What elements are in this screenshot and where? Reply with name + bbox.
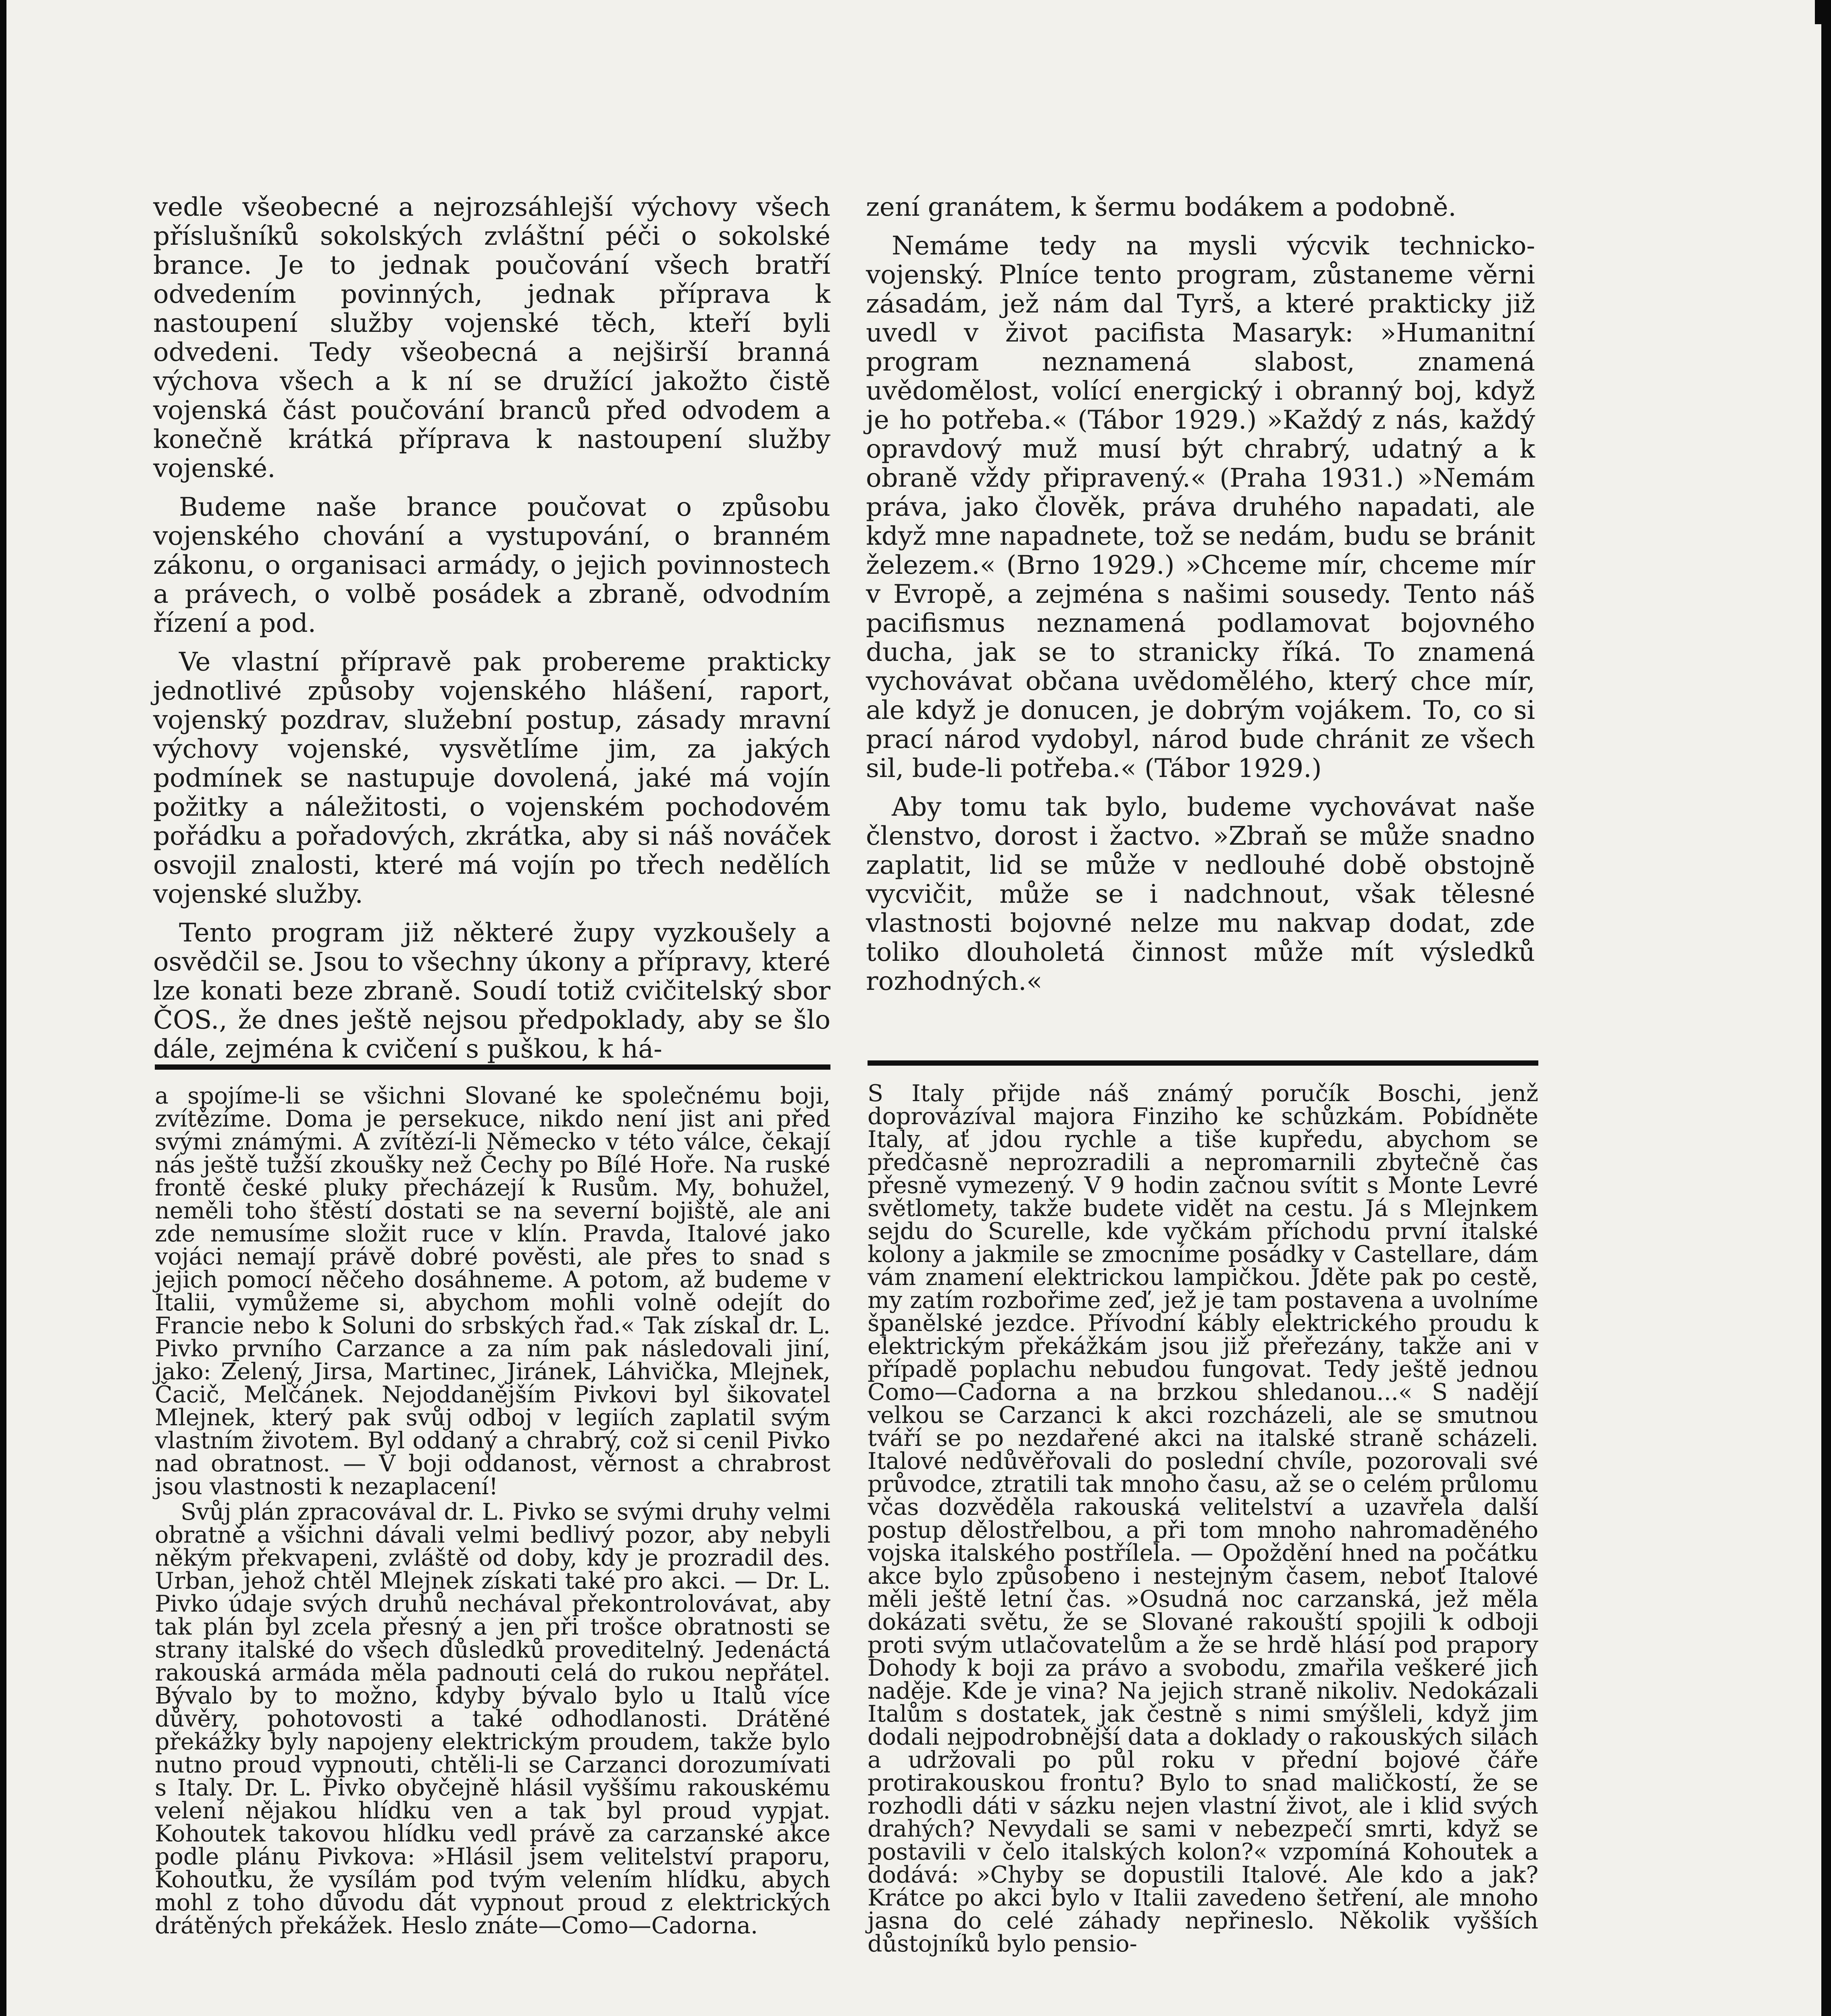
- paragraph: a spojíme-li se všichni Slované ke společnému boji, zvítězíme. Doma je persekuce, nikdo není jist ani před svými známými. A zvítězí-li Německo v této válce, čekají nás ještě tužší zkoušky než Čechy po Bílé Hoře. Na ruské frontě české pluky přecházejí k Rusům. My, bohužel, neměli toho štěstí dostati se na severní bojiště, ale ani zde nemusíme složit ruce v klín. Pravda, Italové jako vojáci nemají právě dobré pověsti, ale přes to snad s jejich pomocí něčeho dosáhneme. A potom, až budeme v Italii, vymůžeme si, abychom mohli volně odejít do Francie nebo k Soluni do srbských řad.« Tak získal dr. L. Pivko prvního Carzance a za ním pak následovali jiní, jako: Zelený, Jirsa, Martinec, Jiránek, Láhvička, Mlejnek, Čacič, Melčánek. Nejoddanějším Pivkovi byl šikovatel Mlejnek, který pak svůj odboj v legiích zaplatil svým vlastním životem. Byl oddaný a chrabrý, což si cenil Pivko nad obratnost. — V boji oddanost, věrnost a chrabrost jsou vlastnosti k nezaplacení!: [155, 1083, 830, 1500]
- paragraph: Nemáme tedy na mysli výcvik technicko-vojenský. Plníce tento program, zůstaneme věrni zásadám, jež nám dal Tyrš, a které prakticky již uvedl v život pacifista Masaryk: »Humanitní program neznamená slabost, znamená uvědomělost, volící energický i obranný boj, když je ho potřeba.« (Tábor 1929.) »Každý z nás, každý opravdový muž musí být chrabrý, udatný a k obraně vždy připravený.« (Praha 1931.) »Nemám práva, jako člověk, práva druhého napadati, ale když mne napadnete, tož se nedám, budu se bránit železem.« (Brno 1929.) »Chceme mír, chceme mír v Evropě, a zejména s našimi sousedy. Tento náš pacifismus neznamená podlamovat bojovného ducha, jak se to stranicky říká. To znamená vychovávat občana uvědomělého, který chce mír, ale když je donucen, je dobrým vojákem. To, co si prací národ vydobyl, národ bude chránit ze všech sil, bude-li potřeba.« (Tábor 1929.): [866, 231, 1535, 783]
- paragraph: Budeme naše brance poučovat o způsobu vojenského chování a vystupování, o branném zákonu, o organisaci armády, o jejich povinnostech a právech, o volbě posádek a zbraně, odvodním řízení a pod.: [153, 492, 830, 638]
- section-rule-left: [155, 1064, 830, 1070]
- paragraph: S Italy přijde náš známý poručík Boschi, jenž doprovázíval majora Finziho ke schůzkám. Pobídněte Italy, ať jdou rychle a tiše kupředu, abychom se předčasně neprozradili a nepromarnili zbytečně čas přesně vymezený. V 9 hodin začnou svítit s Monte Levré světlomety, takže budete vidět na cestu. Já s Mlejnkem sejdu do Scurelle, kde vyčkám příchodu první italské kolony a jakmile se zmocníme posádky v Castellare, dám vám znamení elektrickou lampičkou. Jděte pak po cestě, my zatím rozbořime zeď, jež je tam postavena a uvolníme španělské jezdce. Přívodní kábly elektrického proudu k elektrickým překážkám jsou již přeřezány, takže ani v případě poplachu nebudou fungovat. Tedy ještě jednou Como—Cadorna a na brzkou shledanou...« S nadějí velkou se Carzanci k akci rozcházeli, ale se smutnou tváří se po nezdařené akci na italské straně scházeli. Italové nedůvěřovali do poslední chvíle, pozorovali své průvodce, ztratili tak mnoho času, až se o celém průlomu včas dozvěděla rakouská velitelství a uzavřela další postup dělostřelbou, a při tom mnoho nahromaděného vojska italského postřílela. — Opoždění hned na počátku akce bylo způsobeno i nestejným časem, neboť Italové měli ještě letní čas. »Osudná noc carzanská, jež měla dokázati světu, že se Slované rakouští spojili k odboji proti svým utlačovatelům a že se hrdě hlásí pod prapory Dohody k boji za právo a svobodu, zmařila veškeré jich naděje. Kde je vina? Na jejich straně nikoliv. Nedokázali Italům s dostatek, jak čestně s nimi smýšleli, když jim dodali nejpodrobnější data a doklady o rakouských silách a udržovali po půl roku v přední bojové čáře protirakouskou frontu? Bylo to snad maličkostí, že se rozhodli dáti v sázku nejen vlastní život, ale i klid svých drahých? Nevydali se sami v nebezpečí smrti, když se postavili v čelo italských kolon?« vzpomíná Kohoutek a dodává: »Chyby se dopustili Italové. Ale kdo a jak? Krátce po akci bylo v Italii zavedeno šetření, ale mnoho jasna do celé záhady nepřineslo. Několik vyšších důstojníků bylo pensio-: [868, 1080, 1538, 1957]
- lower-left-column: [155, 1085, 830, 2016]
- paragraph: zení granátem, k šermu bodákem a podobně.: [866, 192, 1456, 222]
- lower-right-column: [868, 1082, 1538, 2016]
- paragraph: Aby tomu tak bylo, budeme vychovávat naše členstvo, dorost i žactvo. »Zbraň se může snadno zaplatit, lid se může v nedlouhé době obstojně vycvičit, může se i nadchnout, však tělesné vlastnosti bojovné nelze mu nakvap dodat, zde toliko dlouholetá činnost může mít výsledků rozhodných.«: [866, 792, 1535, 996]
- scan-edge-corner: [1815, 0, 1831, 24]
- section-rule-right: [868, 1060, 1538, 1066]
- paragraph: Tento program již některé župy vyzkoušely a osvědčil se. Jsou to všechny úkony a přípravy, které lze konati beze zbraně. Soudí totiž cvičitelský sbor ČOS., že dnes ještě nejsou předpoklady, aby se šlo dále, zejména k cvičení s puškou, k há-: [153, 918, 830, 1064]
- upper-right-column: [866, 193, 1535, 1048]
- paragraph: vedle všeobecné a nejrozsáhlejší výchovy všech příslušníků sokolských zvláštní péči o sokolské brance. Je to jednak poučování všech bratří odvedením povinných, jednak příprava k nastoupení služby vojenské těch, kteří byli odvedeni. Tedy všeobecná a nejširší branná výchova všech a k ní se družící jakožto čistě vojenská část poučování branců před odvodem a konečně krátká příprava k nastoupení služby vojenské.: [153, 192, 830, 483]
- scan-edge-right: [1821, 0, 1831, 2016]
- paragraph: Svůj plán zpracovával dr. L. Pivko se svými druhy velmi obratně a všichni dávali velmi bedlivý pozor, aby nebyli někým překvapeni, zvláště od doby, kdy je prozradil des. Urban, jehož chtěl Mlejnek získati také pro akci. — Dr. L. Pivko údaje svých druhů nechával překontrolovávat, aby tak plán byl zcela přesný a jen při trošce obratnosti se strany italské do všech důsledků proveditelný. Jedenáctá rakouská armáda měla padnouti celá do rukou nepřátel. Bývalo by to možno, kdyby bývalo bylo u Italů více důvěry, pohotovosti a také odhodlanosti. Drátěné překážky byly napojeny elektrickým proudem, takže bylo nutno proud vypnouti, chtěli-li se Carzanci dorozumívati s Italy. Dr. L. Pivko obyčejně hlásil vyššímu rakouskému velení nějakou hlídku ven a tak byl proud vypjat. Kohoutek takovou hlídku vedl právě za carzanské akce podle plánu Pivkova: »Hlásil jsem velitelství praporu, Kohoutku, že vysílám pod tvým velením hlídku, abych mohl z toho důvodu dát vypnout proud z elektrických drátěných překážek. Heslo znáte—Como—Cadorna.: [155, 1499, 830, 1939]
- scan-edge-left: [0, 0, 6, 2016]
- upper-left-column: [153, 192, 830, 1064]
- paragraph: Ve vlastní přípravě pak probereme prakticky jednotlivé způsoby vojenského hlášení, raport, vojenský pozdrav, služební postup, zásady mravní výchovy vojenské, vysvětlíme jim, za jakých podmínek se nastupuje dovolená, jaké má vojín požitky a náležitosti, o vojenském pochodovém pořádku a pořadových, zkrátka, aby si náš nováček osvojil znalosti, které má vojín po třech nedělích vojenské služby.: [153, 647, 830, 909]
